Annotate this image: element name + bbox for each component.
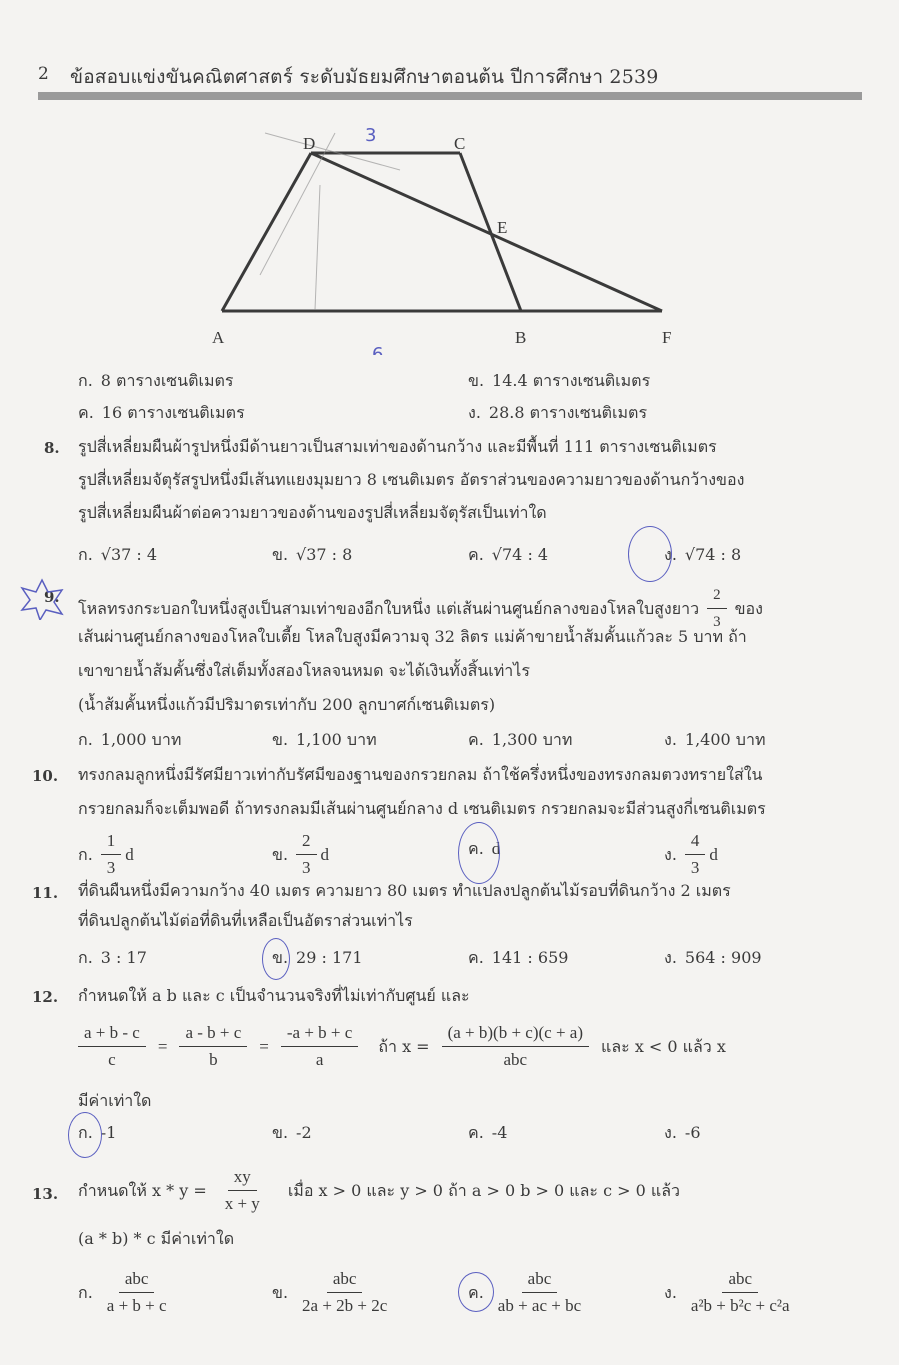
q8-number: 8. bbox=[44, 439, 60, 457]
q7-option-b[interactable]: ข. 14.4 ตารางเซนติเมตร bbox=[468, 371, 651, 390]
q11-number: 11. bbox=[32, 884, 59, 902]
q8-option-c[interactable]: ค. √74 : 4 bbox=[468, 545, 549, 564]
trapezoid-diagram bbox=[200, 125, 700, 355]
q13-option-d[interactable]: ง. $\frac{\text{abc}}{\text{a²b + b²c + c²a}}$ bbox=[664, 1269, 790, 1315]
q11-text-line2: ที่ดินปลูกต้นไม้ต่อที่ดินที่เหลือเป็นอัตราส่วนเท่าไร bbox=[78, 911, 413, 930]
q13-definition: กำหนดให้ x * y = $\frac{xy}{x + y}$ เมื่อ x > 0 และ y > 0 ถ้า a > 0 b > 0 และ c > 0 แล้ว bbox=[78, 1167, 680, 1213]
q8-text-line1: รูปสี่เหลี่ยมผืนผ้ารูปหนึ่งมีด้านยาวเป็นสามเท่าของด้านกว้าง และมีพื้นที่ 111 ตารางเซนติเมตร bbox=[78, 437, 717, 456]
header-divider bbox=[38, 92, 862, 100]
q10-number: 10. bbox=[32, 767, 59, 785]
q11-option-d[interactable]: ง. 564 : 909 bbox=[664, 948, 762, 967]
label-b: B bbox=[515, 328, 527, 347]
q12-option-a[interactable]: ก. -1 bbox=[78, 1123, 117, 1142]
pen-circle-q13 bbox=[458, 1272, 494, 1312]
page-title: ข้อสอบแข่งขันคณิตศาสตร์ ระดับมัธยมศึกษาตอนต้น ปีการศึกษา 2539 bbox=[70, 66, 659, 88]
q7-option-a[interactable]: ก. 8 ตารางเซนติเมตร bbox=[78, 371, 234, 390]
q9-text-line2: เส้นผ่านศูนย์กลางของโหลใบเตี้ย โหลใบสูงมีความจุ 32 ลิตร แม่ค้าขายน้ำส้มคั้นแก้วละ 5 บาท ถ้า bbox=[78, 627, 747, 646]
q10-option-d[interactable]: ง. $\frac{4}{3}$ d bbox=[664, 831, 718, 877]
label-a: A bbox=[212, 328, 225, 347]
handwritten-3: 3 bbox=[365, 125, 377, 146]
handwritten-6: 6 bbox=[372, 344, 384, 355]
label-f: F bbox=[662, 328, 672, 347]
q11-option-a[interactable]: ก. 3 : 17 bbox=[78, 948, 147, 967]
q13-number: 13. bbox=[32, 1185, 59, 1203]
q9-number: 9. bbox=[44, 588, 60, 606]
pen-circle-q10 bbox=[458, 822, 500, 884]
q8-option-d[interactable]: ง. √74 : 8 bbox=[664, 545, 742, 564]
q9-option-a[interactable]: ก. 1,000 บาท bbox=[78, 730, 182, 749]
pen-circle-q8 bbox=[628, 526, 672, 582]
q11-text-line1: ที่ดินผืนหนึ่งมีความกว้าง 40 เมตร ความยาว 80 เมตร ทำแปลงปลูกต้นไม้รอบที่ดินกว้าง 2 เมตร bbox=[78, 881, 731, 900]
q9-option-c[interactable]: ค. 1,300 บาท bbox=[468, 730, 573, 749]
page-number: 2 bbox=[38, 64, 49, 84]
q8-option-a[interactable]: ก. √37 : 4 bbox=[78, 545, 158, 564]
label-e: E bbox=[497, 218, 508, 237]
q13-option-a[interactable]: ก. $\frac{\text{abc}}{a + b + c}$ bbox=[78, 1269, 167, 1315]
q10-option-c[interactable]: ค. d bbox=[468, 839, 501, 858]
q7-option-d[interactable]: ง. 28.8 ตารางเซนติเมตร bbox=[468, 403, 648, 422]
q12-option-c[interactable]: ค. -4 bbox=[468, 1123, 508, 1142]
q11-option-b[interactable]: ข. 29 : 171 bbox=[272, 948, 363, 967]
q9-option-d[interactable]: ง. 1,400 บาท bbox=[664, 730, 766, 749]
pen-circle-q11 bbox=[262, 938, 290, 980]
q9-option-b[interactable]: ข. 1,100 บาท bbox=[272, 730, 377, 749]
q9-text-line3: เขาขายน้ำส้มคั้นซึ่งใส่เต็มทั้งสองโหลจนหมด จะได้เงินทั้งสิ้นเท่าไร bbox=[78, 661, 530, 680]
q12-number: 12. bbox=[32, 988, 59, 1006]
q13-text-line2: (a * b) * c มีค่าเท่าใด bbox=[78, 1229, 235, 1248]
q13-option-b[interactable]: ข. $\frac{\text{abc}}{2a + 2b + 2c}$ bbox=[272, 1269, 388, 1315]
q12-equation: $\frac{a + b - c}{c}$ = $\frac{a - b + c}{b}$ = $\frac{-a + b + c}{a}$ ถ้า x = $\frac{(a + b)(b + c)(c + a)}{\text{abc}}$ และ x < 0 แล้ว x bbox=[78, 1022, 726, 1071]
q10-text-line1: ทรงกลมลูกหนึ่งมีรัศมียาวเท่ากับรัศมีของฐานของกรวยกลม ถ้าใช้ครึ่งหนึ่งของทรงกลมตวงทรายใส่ใน bbox=[78, 765, 763, 784]
q10-option-b[interactable]: ข. $\frac{2}{3}$ d bbox=[272, 831, 330, 877]
q9-text-line1: โหลทรงกระบอกใบหนึ่งสูงเป็นสามเท่าของอีกใบหนึ่ง แต่เส้นผ่านศูนย์กลางของโหลใบสูงยาว $\frac{2}{3}$ ของ bbox=[78, 584, 763, 633]
q9-fraction: $\frac{2}{3}$ bbox=[707, 584, 727, 633]
q8-text-line2: รูปสี่เหลี่ยมจัตุรัสรูปหนึ่งมีเส้นทแยงมุมยาว 8 เซนติเมตร อัตราส่วนของความยาวของด้านกว้างของ bbox=[78, 470, 745, 489]
pen-circle-q12 bbox=[68, 1112, 102, 1158]
pen-star-q9 bbox=[18, 578, 66, 620]
q9-text-line4: (น้ำส้มคั้นหนึ่งแก้วมีปริมาตรเท่ากับ 200 ลูกบาศก์เซนติเมตร) bbox=[78, 695, 496, 714]
q7-option-c[interactable]: ค. 16 ตารางเซนติเมตร bbox=[78, 403, 245, 422]
q8-text-line3: รูปสี่เหลี่ยมผืนผ้าต่อความยาวของด้านของรูปสี่เหลี่ยมจัตุรัสเป็นเท่าใด bbox=[78, 503, 547, 522]
q11-option-c[interactable]: ค. 141 : 659 bbox=[468, 948, 569, 967]
q10-option-a[interactable]: ก. $\frac{1}{3}$ d bbox=[78, 831, 134, 877]
q12-option-d[interactable]: ง. -6 bbox=[664, 1123, 701, 1142]
q12-text-line1: กำหนดให้ a b และ c เป็นจำนวนจริงที่ไม่เท่ากับศูนย์ และ bbox=[78, 986, 470, 1005]
label-d: D bbox=[303, 134, 316, 153]
q10-text-line2: กรวยกลมก็จะเต็มพอดี ถ้าทรงกลมมีเส้นผ่านศูนย์กลาง d เซนติเมตร กรวยกลมจะมีส่วนสูงกี่เซนติเมตร bbox=[78, 799, 766, 818]
q13-option-c[interactable]: ค. $\frac{\text{abc}}{ab + ac + bc}$ bbox=[468, 1269, 582, 1315]
q12-option-b[interactable]: ข. -2 bbox=[272, 1123, 312, 1142]
q12-text-line3: มีค่าเท่าใด bbox=[78, 1091, 152, 1110]
q8-option-b[interactable]: ข. √37 : 8 bbox=[272, 545, 353, 564]
label-c: C bbox=[454, 134, 466, 153]
